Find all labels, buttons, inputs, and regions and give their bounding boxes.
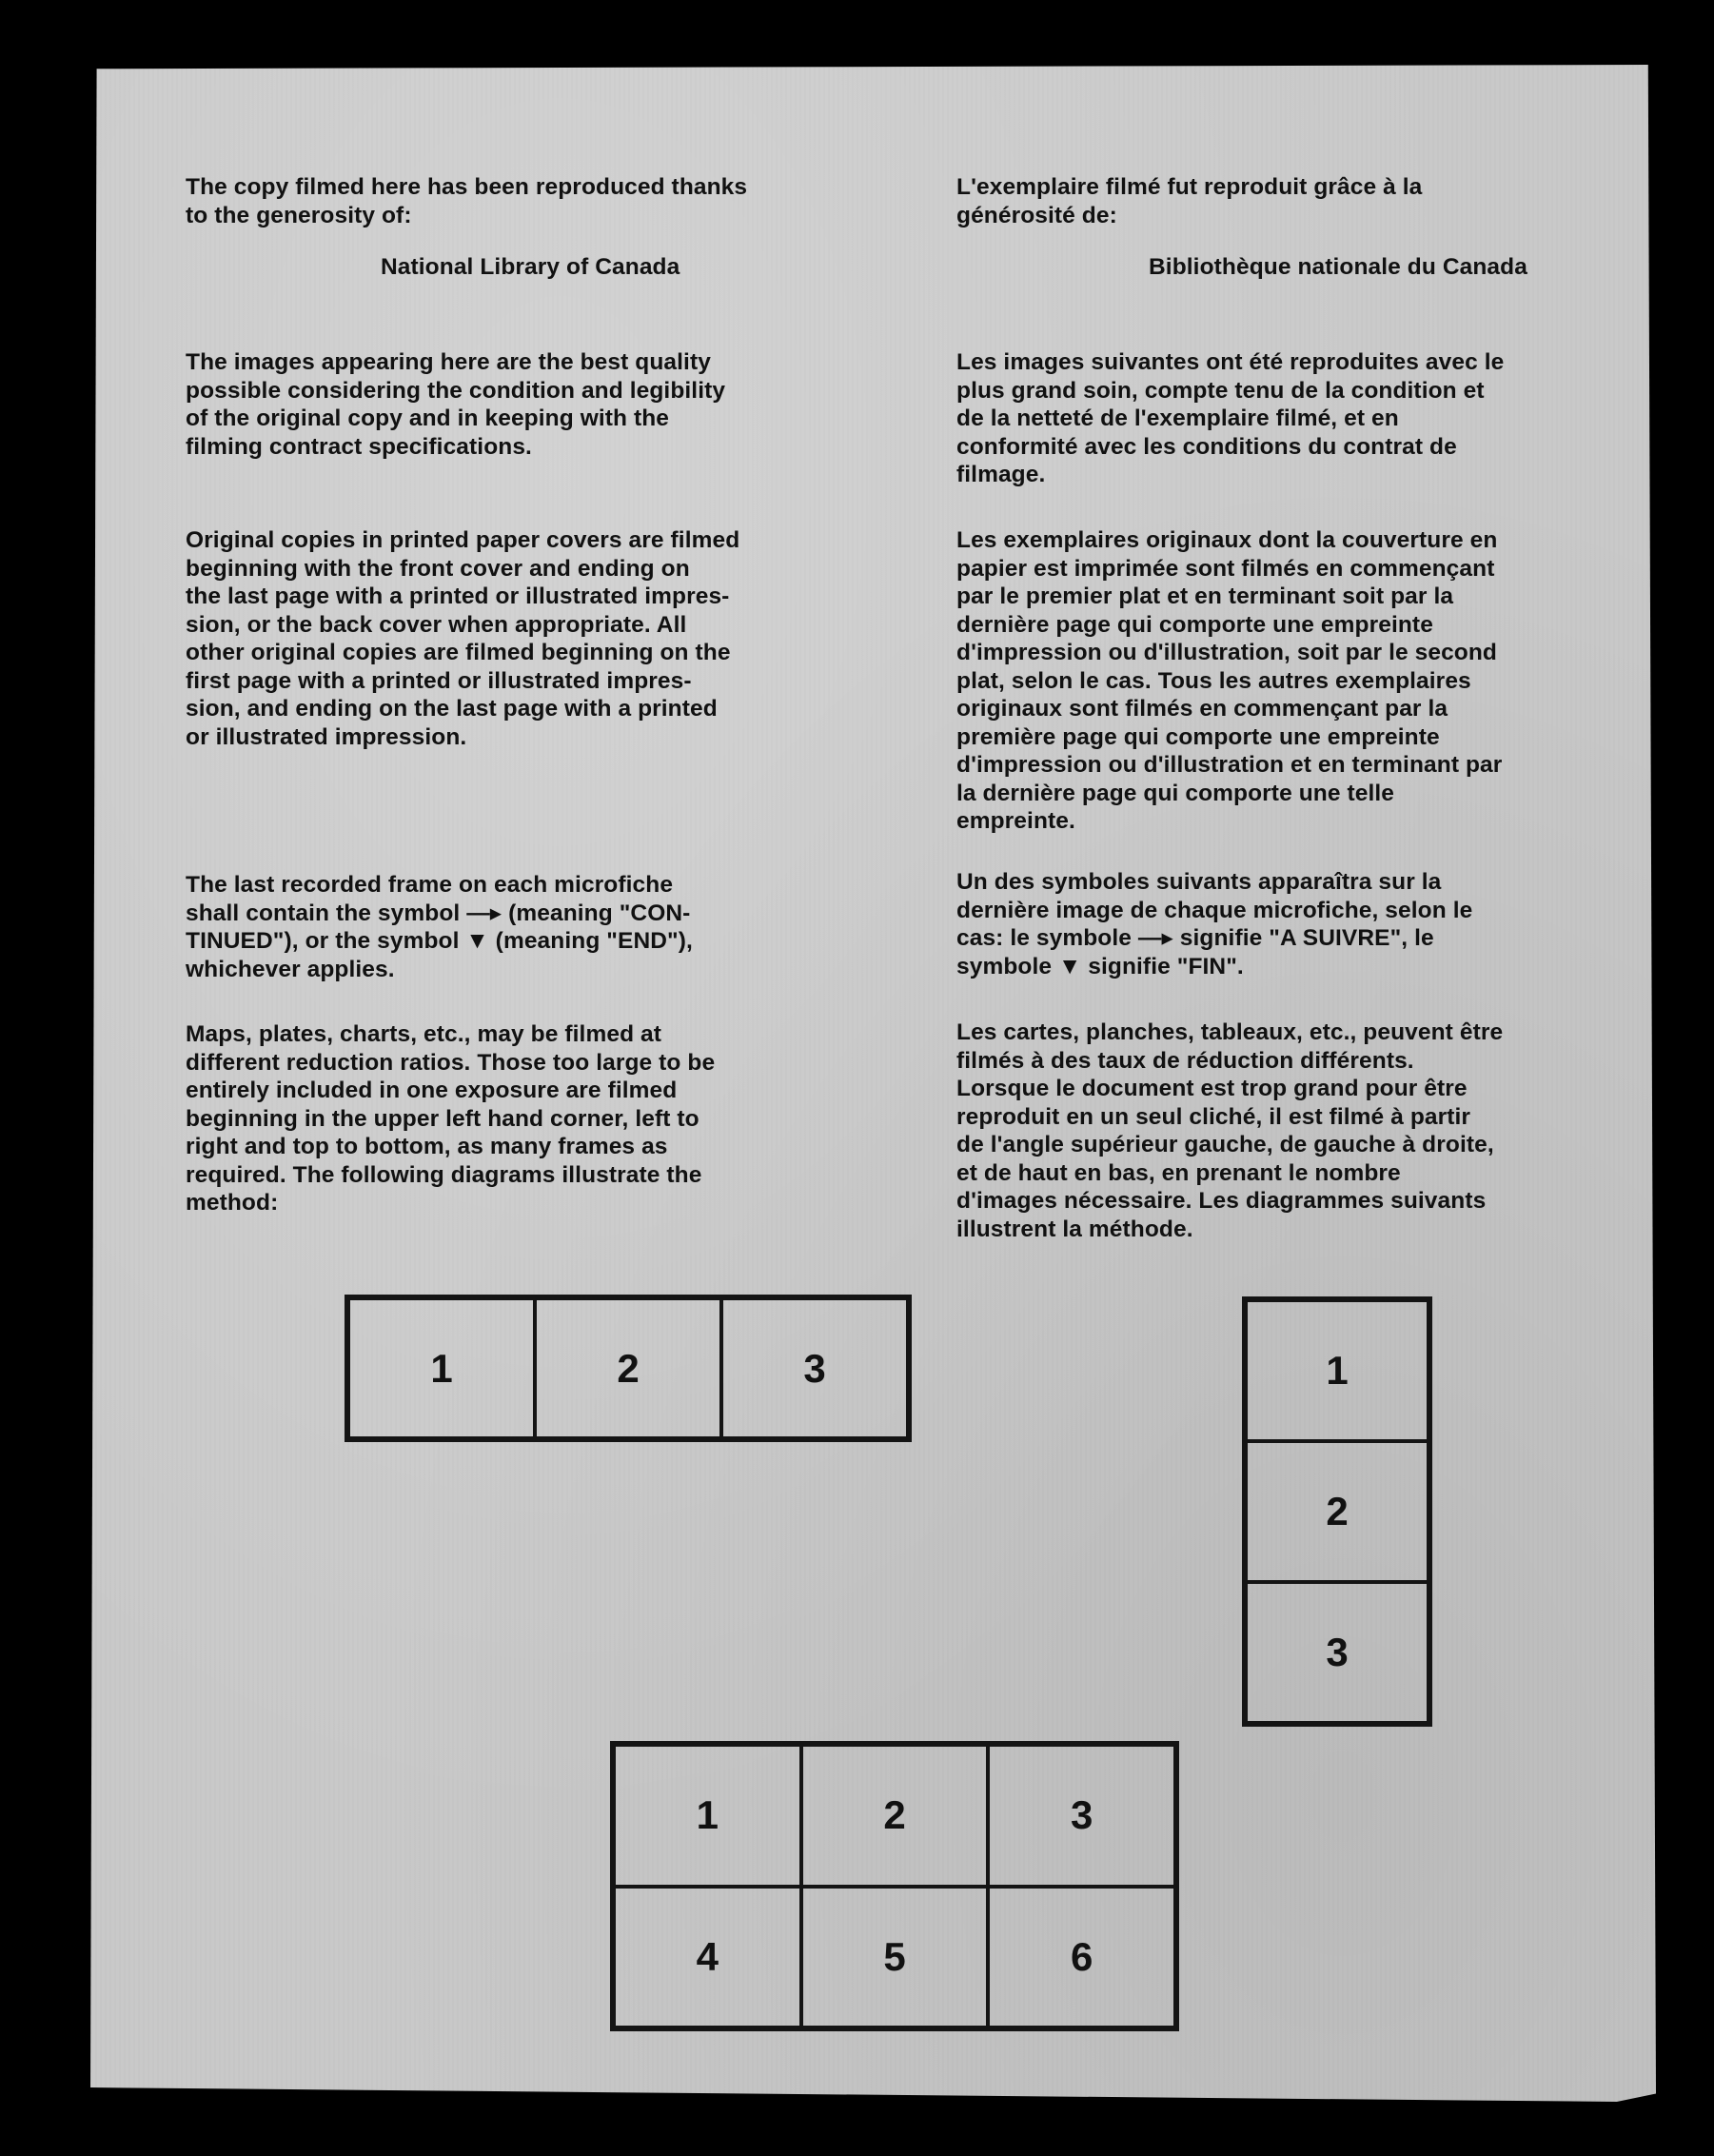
frame-cell: 2 (1246, 1441, 1428, 1582)
frame-cell: 4 (614, 1887, 801, 2028)
grid-frames-diagram (610, 1741, 1179, 2031)
frame-cell: 5 (801, 1887, 989, 2028)
frame-cell: 6 (988, 1887, 1175, 2028)
english-quality-statement: The images appearing here are the best quality possible considering the condition and legibility of the original copy and in keeping with the filming contract specifications. (186, 349, 726, 460)
french-quality-statement: Les images suivantes ont été reproduites avec le plus grand soin, compte tenu de la condition et de la netteté de l'exemplaire filmé, et en conformité avec les conditions du contrat de filmage. (956, 349, 1505, 487)
frame-cell: 3 (1246, 1582, 1428, 1723)
english-maps-statement: Maps, plates, charts, etc., may be filmed at different reduction ratios. Those too large to be entirely included in one exposure are filmed beginning in the upper left hand corner, left to right and top to bottom, as many frames as required. The following diagrams illustrate the method: (186, 1021, 716, 1216)
english-institution: National Library of Canada (381, 254, 680, 280)
frame-cell: 3 (721, 1298, 908, 1438)
french-institution: Bibliothèque nationale du Canada (1149, 254, 1527, 280)
french-acknowledgement: L'exemplaire filmé fut reproduit grâce à la générosité de: (956, 174, 1423, 228)
frame-cell: 1 (348, 1298, 535, 1438)
frame-cell: 1 (1246, 1300, 1428, 1441)
french-maps-statement: Les cartes, planches, tableaux, etc., peuvent être filmés à des taux de réduction différents. Lorsque le document est trop grand pour être reproduit en un seul cliché, il est filmé à partir de l'angle supérieur gauche, de gauche à droite, et de haut en bas, en prenant le nombre d'images nécessaire. Les diagrammes suivants illustrent la méthode. (956, 1019, 1504, 1242)
vertical-frames-diagram (1242, 1296, 1432, 1727)
frame-cell: 1 (614, 1745, 801, 1887)
french-symbols-statement: Un des symboles suivants apparaîtra sur la dernière image de chaque microfiche, selon le cas: le symbole —▸ signifie "A SUIVRE", le symbole ▼ signifie "FIN". (956, 869, 1473, 979)
frame-cell: 2 (535, 1298, 721, 1438)
french-original-copies-statement: Les exemplaires originaux dont la couverture en papier est imprimée sont filmés en commençant par le premier plat et en terminant soit par la dernière page qui comporte une empreinte d'impression ou d'illustration, soit par le second plat, selon le cas. Tous les autres exemplaires originaux sont filmés en commençant par la première page qui comporte une empreinte d'impression ou d'illustration et en terminant par la dernière page qui comporte une telle empreinte. (956, 527, 1503, 834)
english-original-copies-statement: Original copies in printed paper covers are filmed beginning with the front cover and ending on the last page with a printed or illustrated impres- sion, or the back cover when appropriate. All other original copies are filmed beginning on the first page with a printed or illustrated impres- sion, and ending on the last page with a printed or illustrated impression. (186, 527, 740, 750)
horizontal-frames-diagram (345, 1295, 912, 1442)
english-symbols-statement: The last recorded frame on each microfiche shall contain the symbol —▸ (meaning "CON- TINUED"), or the symbol ▼ (meaning "END"), whichever applies. (186, 872, 693, 982)
frame-cell: 3 (988, 1745, 1175, 1887)
frame-cell: 2 (801, 1745, 989, 1887)
english-acknowledgement: The copy filmed here has been reproduced thanks to the generosity of: (186, 174, 748, 228)
